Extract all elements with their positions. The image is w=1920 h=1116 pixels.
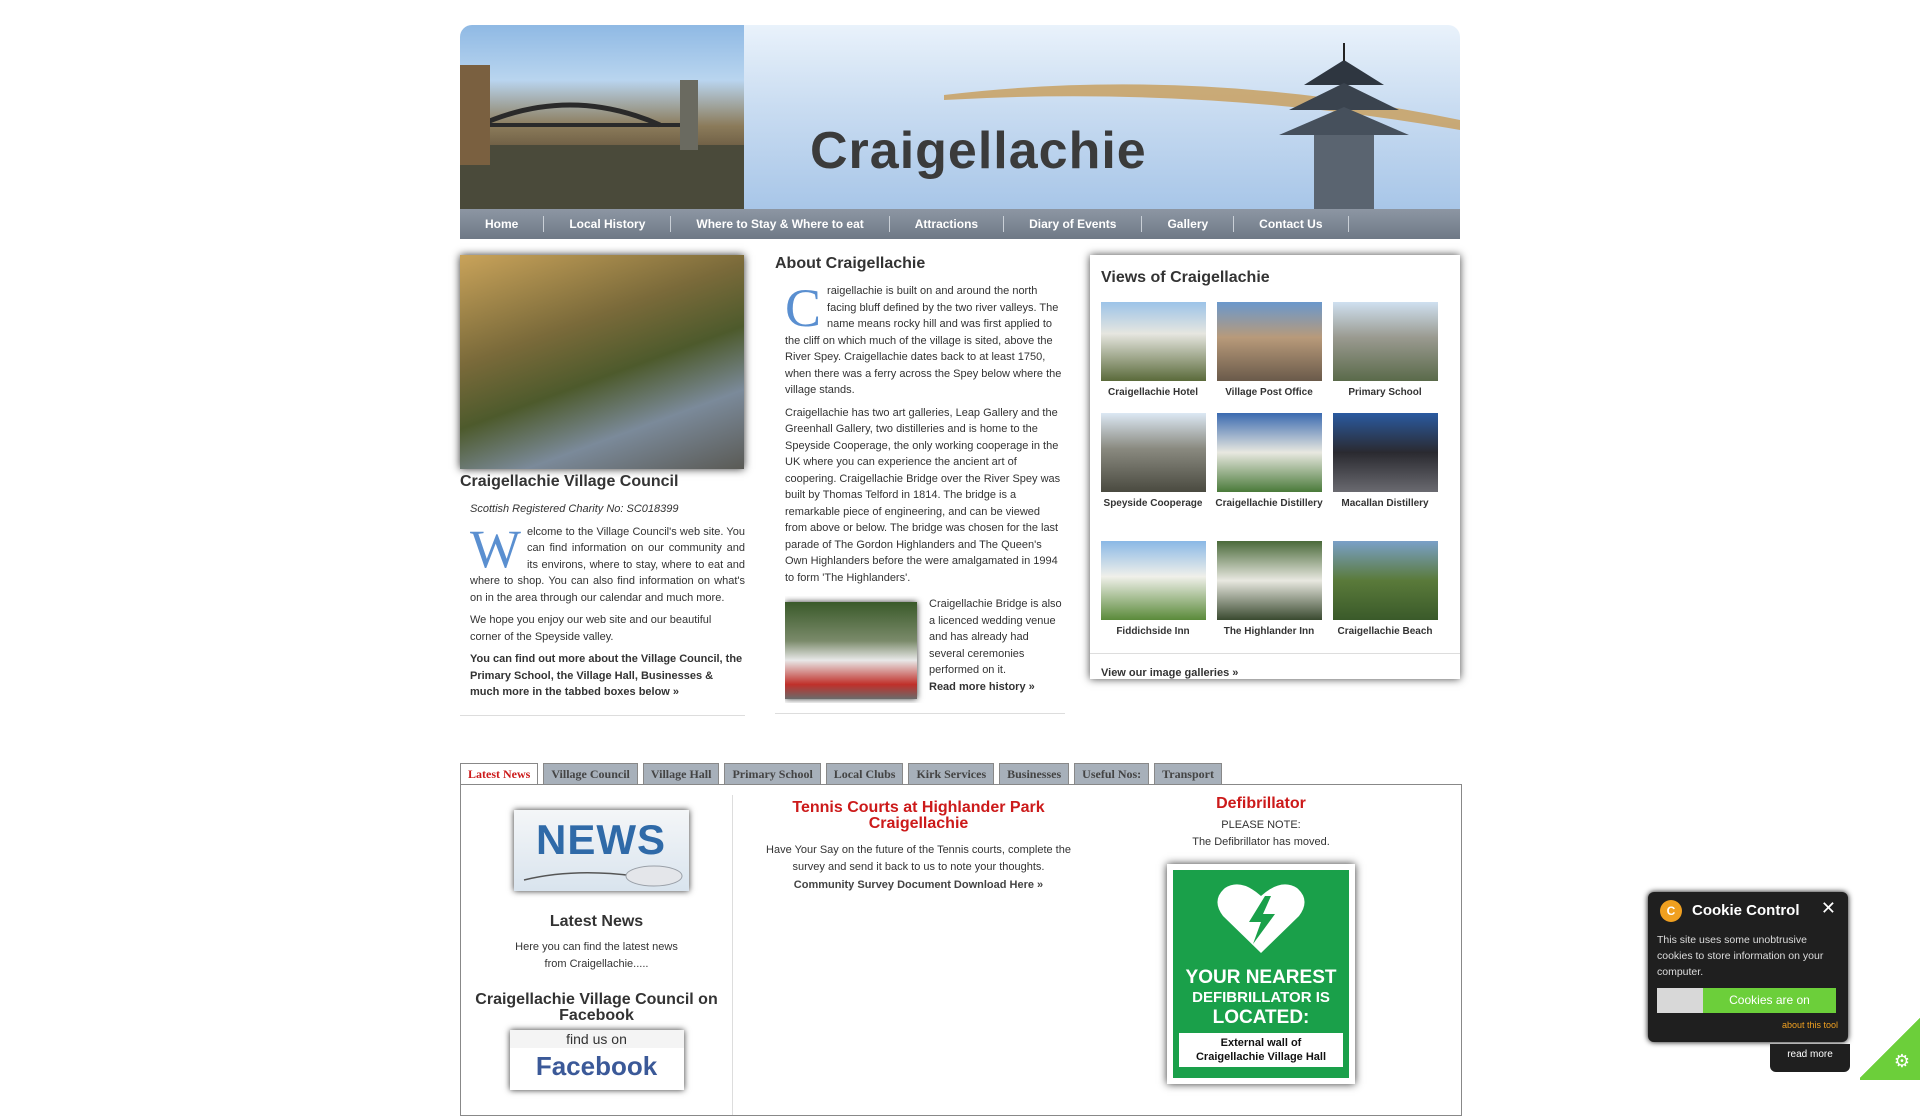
column-divider bbox=[732, 795, 733, 1115]
thumb-label[interactable]: Speyside Cooperage bbox=[1103, 498, 1203, 509]
gallery-thumb[interactable] bbox=[1214, 302, 1324, 401]
gear-icon[interactable]: ⚙ bbox=[1893, 1051, 1910, 1071]
about-text-1: raigellachie is built on and around the north facing bluff defined by the two river valleys. The name means rocky hill and was first applied to the cliff on which much of the village is sited, above the River Spey. Craigellachie dates back to at least 1750, when there was a ferry across the Spey below where the village stands. bbox=[785, 285, 1062, 396]
sign-location-1: External wall of bbox=[1220, 1037, 1302, 1049]
tab-transport[interactable]: Transport bbox=[1154, 763, 1222, 785]
site-header bbox=[460, 25, 1460, 209]
fiddichside-inn-image[interactable] bbox=[1101, 541, 1206, 620]
thumb-label[interactable]: Macallan Distillery bbox=[1341, 498, 1429, 509]
tab-latest-news[interactable]: Latest News bbox=[460, 763, 538, 785]
welcome-paragraph bbox=[470, 518, 745, 607]
defibrillator-sign bbox=[1167, 864, 1355, 1084]
wedding-photo bbox=[785, 602, 917, 699]
find-more-link[interactable]: You can find out more about the Village Council, the Primary School, the Village Hall, Businesses & much more in the tabbed boxes below » bbox=[470, 653, 743, 698]
cookie-logo-icon: C bbox=[1660, 900, 1682, 922]
defibrillator-title: Defibrillator bbox=[1216, 795, 1306, 812]
site-title: Craigellachie bbox=[810, 122, 1147, 180]
nav-attractions[interactable]: Attractions bbox=[890, 216, 1004, 232]
cookie-text: This site uses some unobtrusive cookies to store information on your computer. bbox=[1657, 934, 1824, 978]
gallery-thumb[interactable] bbox=[1098, 541, 1208, 640]
left-column bbox=[460, 255, 745, 716]
gallery-thumb[interactable] bbox=[1098, 413, 1208, 512]
speyside-cooperage-image[interactable] bbox=[1101, 413, 1206, 492]
facebook-badge[interactable] bbox=[510, 1030, 684, 1090]
tab-village-hall[interactable]: Village Hall bbox=[643, 763, 720, 785]
craigellachie-hotel-image[interactable] bbox=[1101, 302, 1206, 381]
sign-location-2: Craigellachie Village Hall bbox=[1195, 1051, 1327, 1063]
about-dropcap: C bbox=[785, 278, 822, 338]
read-more-history-link[interactable]: Read more history » bbox=[929, 680, 1035, 693]
about-this-tool-link[interactable]: about this tool bbox=[1781, 1020, 1838, 1030]
latest-news-section bbox=[461, 913, 732, 1090]
sign-line-3: LOCATED: bbox=[1212, 1007, 1310, 1028]
middle-divider bbox=[775, 713, 1065, 714]
news-image-word: NEWS bbox=[536, 816, 666, 863]
about-body bbox=[775, 273, 1065, 703]
view-galleries-link[interactable]: View our image galleries » bbox=[1101, 667, 1239, 679]
thumb-label[interactable]: Craigellachie Distillery bbox=[1215, 498, 1323, 509]
charity-number: Scottish Registered Charity No: SC018399 bbox=[470, 503, 679, 515]
tab-panel bbox=[460, 784, 1462, 1116]
thumb-label[interactable]: Fiddichside Inn bbox=[1116, 626, 1190, 637]
defibrillator-sign-green bbox=[1173, 870, 1349, 1078]
hope-text: We hope you enjoy our web site and our beautiful corner of the Speyside valley. bbox=[470, 614, 712, 643]
defibrillator-section bbox=[1161, 795, 1361, 1084]
views-title: Views of Craigellachie bbox=[1101, 269, 1270, 286]
macallan-distillery-image[interactable] bbox=[1333, 413, 1438, 492]
tab-village-council[interactable]: Village Council bbox=[543, 763, 638, 785]
nav-diary-of-events[interactable]: Diary of Events bbox=[1004, 216, 1142, 232]
craigellachie-distillery-image[interactable] bbox=[1217, 413, 1322, 492]
latest-news-title: Latest News bbox=[549, 913, 644, 930]
cookie-read-more-button[interactable]: read more bbox=[1770, 1044, 1850, 1072]
gallery-thumb[interactable] bbox=[1214, 541, 1324, 640]
tab-useful-numbers[interactable]: Useful Nos: bbox=[1074, 763, 1149, 785]
nav-gallery[interactable]: Gallery bbox=[1142, 216, 1234, 232]
defibrillator-moved: The Defibrillator has moved. bbox=[1192, 835, 1330, 848]
nav-contact-us[interactable]: Contact Us bbox=[1234, 216, 1348, 232]
defibrillator-note: PLEASE NOTE: bbox=[1221, 819, 1301, 831]
tennis-title: Tennis Courts at Highlander Park Craigellachie bbox=[792, 799, 1045, 832]
sign-line-2: DEFIBRILLATOR IS bbox=[1192, 989, 1330, 1006]
middle-column bbox=[775, 255, 1065, 714]
bridge-autumn-photo bbox=[460, 255, 744, 469]
tennis-text: Have Your Say on the future of the Tennis courts, complete the survey and send it back to us to note your thoughts. bbox=[766, 844, 1071, 873]
gallery-thumb[interactable] bbox=[1214, 413, 1324, 512]
gallery-thumb[interactable] bbox=[1330, 541, 1440, 640]
thumb-label[interactable]: Craigellachie Beach bbox=[1337, 626, 1433, 637]
thumb-label[interactable]: Primary School bbox=[1348, 387, 1422, 398]
tennis-section bbox=[761, 800, 1076, 894]
cookie-toggle-knob[interactable] bbox=[1657, 988, 1703, 1013]
facebook-title: Craigellachie Village Council on Facebook bbox=[475, 991, 718, 1024]
views-divider bbox=[1090, 653, 1460, 654]
left-divider bbox=[460, 715, 745, 716]
council-intro bbox=[460, 491, 745, 701]
facebook-find-us: find us on bbox=[510, 1030, 684, 1048]
about-paragraph-1 bbox=[785, 278, 1065, 399]
primary-school-image[interactable] bbox=[1333, 302, 1438, 381]
nav-where-to-stay[interactable]: Where to Stay & Where to eat bbox=[671, 216, 889, 232]
tab-primary-school[interactable]: Primary School bbox=[724, 763, 820, 785]
thumb-label[interactable]: Craigellachie Hotel bbox=[1107, 387, 1199, 398]
survey-download-link[interactable]: Community Survey Document Download Here » bbox=[793, 879, 1044, 891]
header-bridge-photo bbox=[460, 25, 744, 209]
content-tabs bbox=[460, 763, 1222, 785]
thumb-label[interactable]: Village Post Office bbox=[1225, 387, 1313, 398]
news-image[interactable] bbox=[514, 810, 689, 891]
tab-local-clubs[interactable]: Local Clubs bbox=[826, 763, 904, 785]
tab-kirk-services[interactable]: Kirk Services bbox=[908, 763, 994, 785]
tab-businesses[interactable]: Businesses bbox=[999, 763, 1069, 785]
welcome-text: elcome to the Village Council's web site. You can find information on our community and its environs, where to stay, where to eat and where to shop. You can also find information on what's on in the area through our calendar and much more. bbox=[470, 525, 745, 604]
craigellachie-beach-image[interactable] bbox=[1333, 541, 1438, 620]
nav-home[interactable]: Home bbox=[460, 216, 544, 232]
council-title: Craigellachie Village Council bbox=[460, 473, 679, 490]
about-paragraph-3: Craigellachie Bridge is also a licenced wedding venue and has already had several ceremonies performed on it. bbox=[929, 598, 1062, 676]
gallery-thumb[interactable] bbox=[1098, 302, 1208, 401]
header-banner bbox=[744, 25, 1460, 209]
sign-line-1: YOUR NEAREST bbox=[1185, 967, 1337, 988]
cookie-settings-corner[interactable] bbox=[1860, 1015, 1920, 1080]
about-title: About Craigellachie bbox=[775, 255, 926, 272]
cookie-title: Cookie Control bbox=[1692, 902, 1800, 919]
latest-news-text: Here you can find the latest news from Craigellachie..... bbox=[515, 941, 678, 970]
nav-local-history[interactable]: Local History bbox=[544, 216, 671, 232]
main-nav bbox=[460, 209, 1460, 239]
heart-lightning-icon bbox=[1211, 878, 1311, 958]
highlander-inn-image[interactable] bbox=[1217, 541, 1322, 620]
facebook-wordmark: Facebook bbox=[510, 1048, 684, 1090]
sign-location-box bbox=[1179, 1033, 1343, 1067]
page-wrapper bbox=[460, 25, 1460, 1081]
views-panel bbox=[1090, 255, 1460, 679]
about-paragraph-2: Craigellachie has two art galleries, Leap Gallery and the Greenhall Gallery, two distilleries and is home to the Speyside Cooperage, the only working cooperage in the UK where you can experience the ancient art of coopering. Craigellachie Bridge over the River Spey was built by Thomas Telford in 1814. The bridge is a remarkable piece of engineering, and can be viewed from above or below. The bridge was chosen for the last parade of The Gordon Highlanders and The Queen's Own Highlanders before the were amalgamated in 1994 to form 'The Highlanders'. bbox=[785, 406, 1061, 584]
gallery-thumb[interactable] bbox=[1330, 302, 1440, 401]
cookie-control-panel bbox=[1648, 892, 1848, 1042]
welcome-dropcap: W bbox=[470, 518, 521, 579]
thumb-label[interactable]: The Highlander Inn bbox=[1223, 626, 1315, 637]
close-icon[interactable]: ✕ bbox=[1820, 898, 1836, 918]
cookie-toggle-label: Cookies are on bbox=[1729, 993, 1810, 1007]
wedding-section bbox=[785, 596, 1065, 703]
village-post-office-image[interactable] bbox=[1217, 302, 1322, 381]
gallery-thumb[interactable] bbox=[1330, 413, 1440, 512]
cookie-toggle[interactable] bbox=[1657, 988, 1836, 1013]
